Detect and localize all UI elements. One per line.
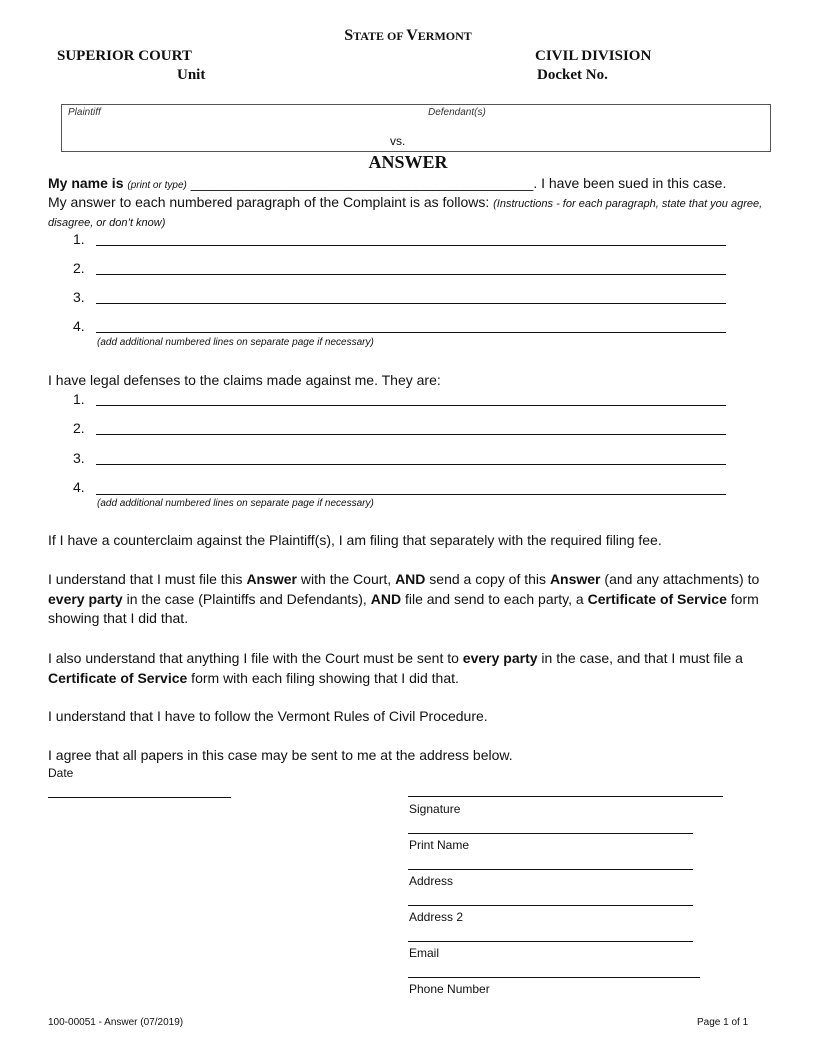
answer-item-number: 1. <box>73 231 85 247</box>
answer-line[interactable] <box>96 245 726 246</box>
answer-item-number: 2. <box>73 260 85 276</box>
u2-t2: in the case, and that I must file a <box>537 650 743 666</box>
u2-t3: form with each filing showing that I did that. <box>187 669 459 686</box>
email-line[interactable] <box>408 941 693 942</box>
understand-paragraph-1 <box>48 570 778 629</box>
page-title: ANSWER <box>368 152 448 172</box>
answer-intro <box>48 194 778 232</box>
defense-line[interactable] <box>96 434 726 435</box>
agree-text: I agree that all papers in this case may be sent to me at the address below. <box>48 747 513 763</box>
name-label: My name is <box>48 175 124 191</box>
address-2-line[interactable] <box>408 905 693 906</box>
rules-text: I understand that I have to follow the Vermont Rules of Civil Procedure. <box>48 708 488 724</box>
u2-b2: Certificate of Service <box>48 669 188 686</box>
address-2-label: Address 2 <box>409 910 464 924</box>
name-blank[interactable]: ____________________________________________ <box>190 175 534 191</box>
state-heading <box>0 27 816 45</box>
u1-t7: form showing that I did that. <box>48 590 759 626</box>
u1-b1: Answer <box>246 571 298 587</box>
footer-page-number: Page 1 of 1 <box>697 1017 749 1028</box>
answer-item-number: 3. <box>73 289 85 305</box>
name-line <box>48 175 726 191</box>
address-label: Address <box>409 874 454 888</box>
vs-label: vs. <box>390 134 406 148</box>
footer-form-id: 100-00051 - Answer (07/2019) <box>48 1017 184 1028</box>
state-cap-v: V <box>406 27 418 44</box>
u1-b6: Certificate of Service <box>587 590 727 607</box>
name-suffix: . I have been sued in this case. <box>533 175 727 191</box>
defense-line[interactable] <box>96 464 726 465</box>
unit-label: Unit <box>177 67 206 83</box>
docket-label: Docket No. <box>537 67 608 83</box>
name-hint: (print or type) <box>127 180 187 191</box>
defense-item-number: 4. <box>73 479 85 495</box>
print-name-label: Print Name <box>409 838 470 852</box>
answer-line[interactable] <box>96 332 726 333</box>
signature-line[interactable] <box>408 796 723 797</box>
u1-t5: in the case (Plaintiffs and Defendants), <box>122 590 371 607</box>
u1-t4: (and any attachments) to <box>600 571 760 587</box>
phone-number-label: Phone Number <box>409 982 490 996</box>
u2-b1: every party <box>462 650 538 666</box>
u1-b4: every party <box>48 590 123 607</box>
address-line[interactable] <box>408 869 693 870</box>
u1-t1: I understand that I must file this <box>48 571 247 587</box>
defense-additional-note: (add additional numbered lines on separate page if necessary) <box>97 498 374 509</box>
u1-b5: AND <box>370 590 402 607</box>
date-line[interactable] <box>48 797 231 798</box>
defendant-label: Defendant(s) <box>428 107 486 118</box>
signature-label: Signature <box>409 802 461 816</box>
defense-item-number: 1. <box>73 391 85 407</box>
plaintiff-label: Plaintiff <box>68 107 101 118</box>
u1-b2: AND <box>395 571 426 587</box>
defense-line[interactable] <box>96 494 726 495</box>
state-rest-2: ERMONT <box>417 29 472 43</box>
u1-t2: with the Court, <box>297 571 396 587</box>
defense-line[interactable] <box>96 405 726 406</box>
defense-item-number: 2. <box>73 420 85 436</box>
phone-number-line[interactable] <box>408 977 700 978</box>
defenses-intro: I have legal defenses to the claims made against me. They are: <box>48 372 441 388</box>
email-label: Email <box>409 946 440 960</box>
state-cap-s: S <box>344 27 354 44</box>
answer-line[interactable] <box>96 303 726 304</box>
caption-box <box>61 104 771 152</box>
answer-line[interactable] <box>96 274 726 275</box>
division-label: CIVIL DIVISION <box>535 48 652 64</box>
u1-b3: Answer <box>549 571 601 587</box>
answer-instructions: (Instructions - for each paragraph, state that you agree, disagree, or don’t know) <box>48 198 763 229</box>
answer-item-number: 4. <box>73 318 85 334</box>
u1-t6: file and send to each party, a <box>401 590 588 607</box>
u2-t1: I also understand that anything I file with the Court must be sent to <box>48 650 463 666</box>
print-name-line[interactable] <box>408 833 693 834</box>
answer-additional-note: (add additional numbered lines on separate page if necessary) <box>97 337 374 348</box>
state-rest-1: TATE OF <box>353 29 407 43</box>
counterclaim-text: If I have a counterclaim against the Plaintiff(s), I am filing that separately with the required filing fee. <box>48 532 662 548</box>
court-name: SUPERIOR COURT <box>57 48 192 64</box>
u1-t3: send a copy of this <box>425 571 550 587</box>
understand-paragraph-2 <box>48 649 778 688</box>
answer-intro-text: My answer to each numbered paragraph of the Complaint is as follows: <box>48 194 494 210</box>
date-label: Date <box>48 766 74 780</box>
defense-item-number: 3. <box>73 450 85 466</box>
